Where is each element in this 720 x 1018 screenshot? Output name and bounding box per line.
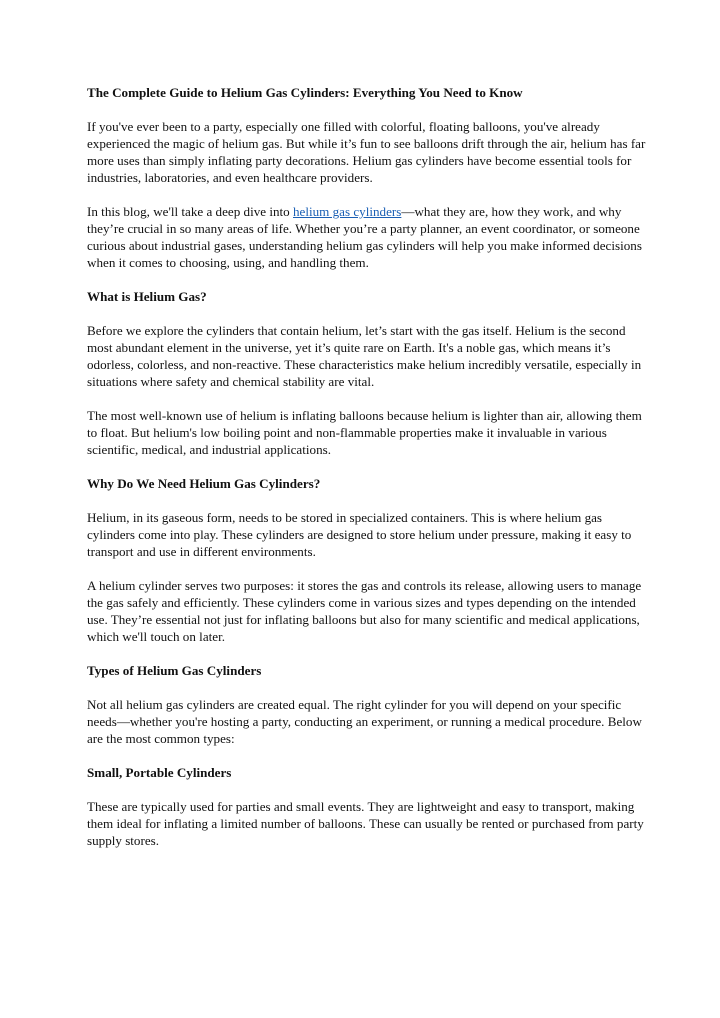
article-body [87, 84, 647, 866]
section1-paragraph-2: The most well-known use of helium is inflating balloons because helium is lighter than air, allowing them to float. But helium's low boiling point and non-flammable properties make it invaluable in various scientific, medical, and industrial applications. [87, 408, 642, 457]
intro-text-before-link: In this blog, we'll take a deep dive into [87, 204, 293, 219]
section2-paragraph-2: A helium cylinder serves two purposes: it stores the gas and controls its release, allowing users to manage the gas safely and efficiently. These cylinders come in various sizes and types depending on the intended use. They’re essential not just for inflating balloons but also for many scientific and medical applications, which we'll touch on later. [87, 578, 642, 644]
section-heading-small-portable: Small, Portable Cylinders [87, 765, 232, 780]
intro-text-after-link: —what they are, how they work, and why they’re crucial in so many areas of life. Whether you’re a party planner, an event coordinator, or someone curious about industrial gases, understanding helium gas cylinders will help you make informed decisions when it comes to choosing, using, and handling them. [87, 204, 642, 270]
section-heading-what-is-helium: What is Helium Gas? [87, 289, 207, 304]
article-title: The Complete Guide to Helium Gas Cylinders: Everything You Need to Know [87, 85, 523, 100]
section4-paragraph-1: These are typically used for parties and small events. They are lightweight and easy to transport, making them ideal for inflating a limited number of balloons. These can usually be rented or purchased from party supply stores. [87, 799, 644, 848]
section1-paragraph-1: Before we explore the cylinders that contain helium, let’s start with the gas itself. Helium is the second most abundant element in the universe, yet it’s quite rare on Earth. It's a noble gas, which means it’s odorless, colorless, and non-reactive. These characteristics make helium incredibly versatile, especially in situations where safety and chemical stability are vital. [87, 323, 642, 389]
section-heading-types: Types of Helium Gas Cylinders [87, 663, 262, 678]
intro-paragraph-2 [87, 203, 647, 271]
section3-paragraph-1: Not all helium gas cylinders are created equal. The right cylinder for you will depend on your specific needs—whether you're hosting a party, conducting an experiment, or running a medical procedure. Below are the most common types: [87, 697, 642, 746]
section2-paragraph-1: Helium, in its gaseous form, needs to be stored in specialized containers. This is where helium gas cylinders come into play. These cylinders are designed to store helium under pressure, making it easy to transport and use in different environments. [87, 510, 632, 559]
intro-paragraph-1: If you've ever been to a party, especially one filled with colorful, floating balloons, you've already experienced the magic of helium gas. But while it’s fun to see balloons drift through the air, helium has far more uses than simply inflating party decorations. Helium gas cylinders have become essential tools for industries, laboratories, and even healthcare providers. [87, 119, 646, 185]
helium-gas-cylinders-link[interactable]: helium gas cylinders [293, 204, 402, 219]
section-heading-why-cylinders: Why Do We Need Helium Gas Cylinders? [87, 476, 321, 491]
